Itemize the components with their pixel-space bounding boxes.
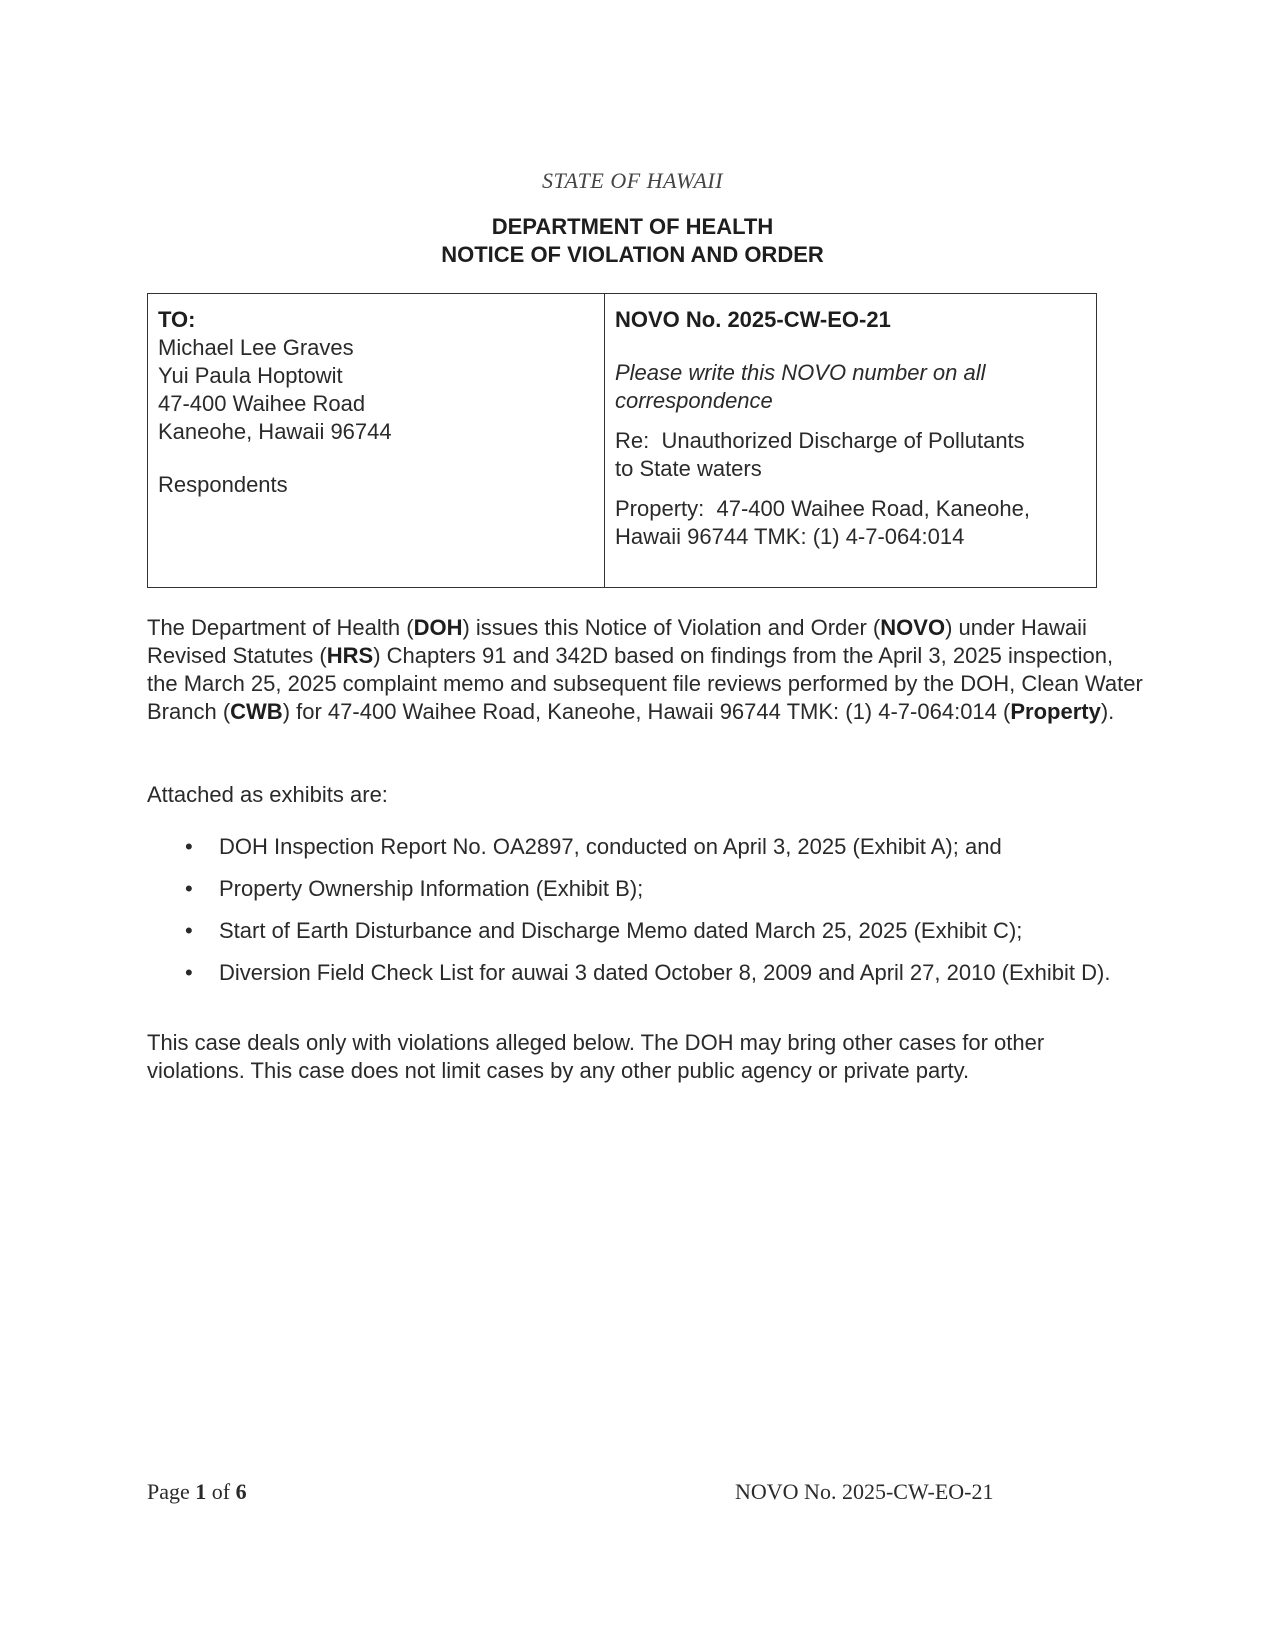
list-item <box>147 917 1147 945</box>
list-item <box>147 833 1147 861</box>
novo-number: NOVO No. 2025-CW-EO-21 <box>615 307 891 332</box>
recipient-street: 47-400 Waihee Road <box>158 391 366 416</box>
department-title: DEPARTMENT OF HEALTH <box>491 214 774 239</box>
page-number: Page 1 of 6 <box>147 1479 247 1504</box>
exhibits-intro: Attached as exhibits are: <box>147 782 388 807</box>
state-heading: STATE OF HAWAII <box>541 168 724 193</box>
respondents-label: Respondents <box>158 472 288 497</box>
property-line-2: Hawaii 96744 TMK: (1) 4-7-064:014 <box>615 524 965 549</box>
instruction-line-2: correspondence <box>615 388 773 413</box>
cwb-term: CWB <box>230 699 283 724</box>
recipient-city: Kaneohe, Hawaii 96744 <box>158 419 392 444</box>
re-line-1: Re: Unauthorized Discharge of Pollutants <box>615 428 1025 453</box>
address-case-box <box>147 293 1097 588</box>
notice-title: NOTICE OF VIOLATION AND ORDER <box>441 242 824 267</box>
recipient-name-2: Yui Paula Hoptowit <box>158 363 343 388</box>
exhibit-list <box>147 833 1147 1001</box>
novo-term: NOVO <box>880 615 946 640</box>
hrs-term: HRS <box>326 643 374 668</box>
case-info-block <box>605 294 1096 587</box>
list-item <box>147 959 1147 987</box>
list-item <box>147 875 1147 903</box>
bullet-icon: • <box>185 876 193 901</box>
closing-paragraph: This case deals only with violations alleged below. The DOH may bring other cases for other violations. This case does not limit cases by any other public agency or private party. <box>147 1030 1045 1083</box>
footer-novo-ref: NOVO No. 2025-CW-EO-21 <box>735 1479 994 1504</box>
property-term: Property <box>1010 699 1101 724</box>
exhibit-d: Diversion Field Check List for auwai 3 dated October 8, 2009 and April 27, 2010 (Exhibit D). <box>219 960 1111 985</box>
exhibit-a: DOH Inspection Report No. OA2897, conducted on April 3, 2025 (Exhibit A); and <box>219 834 1002 859</box>
instruction-line-1: Please write this NOVO number on all <box>615 360 986 385</box>
bullet-icon: • <box>185 834 193 859</box>
exhibit-c: Start of Earth Disturbance and Discharge Memo dated March 25, 2025 (Exhibit C); <box>219 918 1023 943</box>
recipient-name-1: Michael Lee Graves <box>158 335 354 360</box>
to-label: TO: <box>158 307 196 332</box>
re-line-2: to State waters <box>615 456 762 481</box>
recipient-block <box>148 294 605 587</box>
intro-paragraph: The Department of Health (DOH) issues this Notice of Violation and Order (NOVO) under Hawaii Revised Statutes (HRS) Chapters 91 and 342D based on findings from the April 3, 2025 inspection, the March 25, 2025 complaint memo and subsequent file reviews performed by the DOH, Clean Water Branch (CWB) for 47-400 Waihee Road, Kaneohe, Hawaii 96744 TMK: (1) 4-7-064:014 (Property). <box>147 615 1143 724</box>
bullet-icon: • <box>185 918 193 943</box>
property-line-1: Property: 47-400 Waihee Road, Kaneohe, <box>615 496 1031 521</box>
doh-term: DOH <box>413 615 463 640</box>
bullet-icon: • <box>185 960 193 985</box>
exhibit-b: Property Ownership Information (Exhibit B); <box>219 876 644 901</box>
